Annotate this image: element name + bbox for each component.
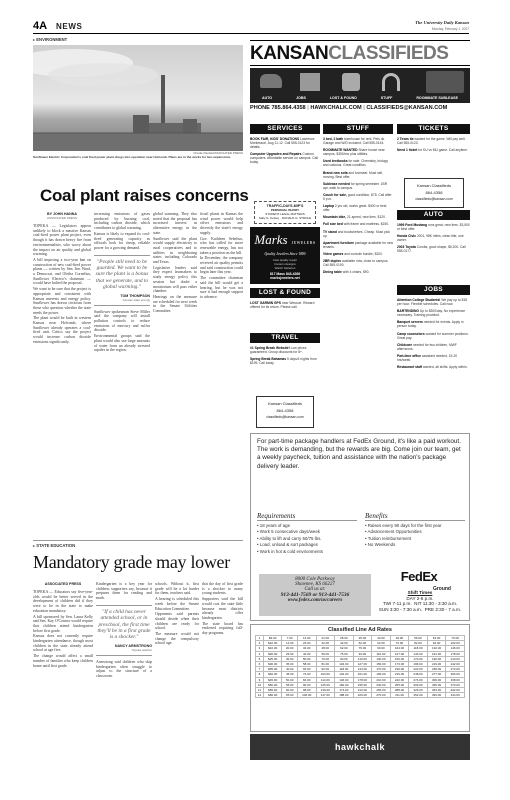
education-headline: Mandatory grade may lower <box>33 552 230 572</box>
tickets-header: TICKETS <box>397 124 470 134</box>
environment-label: ▸ ENVIRONMENT <box>33 37 68 42</box>
coal-pullquote: "People still need to be guarded. We want to be sure the plant is a bonus that we generate, and to global warming." TOM THOMPSON Kansas state energy <box>94 255 150 306</box>
classifieds-brand-right: CLASSIFIEDS <box>328 43 449 64</box>
stuff-listings: 3 bed, 2 bath townhouse for rent. Pets ok. Garage and W/D included. Call 555-0144. ROOMMATE WANTED Share house near campus. $350/mo plus utilities. Used textbooks for sale. Chemistry, biology and calculus. Great condition. Brand new sofa and loveseat. Must sell, moving. Best offer. Sublease needed for spring semester. 1BR apt, walk to campus. Couch for sale, good condition, $75. Call after 5 p.m. Laptop 2 yrs old, works great. $400 or best offer. Mountain bike, 21-speed, new tires. $120. Full size bed with frame and mattress. $150. TV stand and bookshelves. Cheap. Must pick up. Apartment furniture package available for new tenants. Video games and console bundle, $200. 2BR duplex available now, close to campus. Call 555-0190. Dining table with 4 chairs, $90. <box>323 137 393 275</box>
category-jobs[interactable]: JOBS <box>296 96 306 100</box>
legal-ad-box: TRAFFIC-DUI'S-MIP'S PERSONAL INJURY STUDENT LEGAL MATTERS Sally G. Kelsey · DONALD G. STROLE <box>254 201 316 224</box>
car-icon <box>260 74 282 88</box>
stuff-header: STUFF <box>323 124 393 134</box>
section-divider <box>33 540 243 541</box>
fedex-address-box: 8000 Cole Parkway Shawnee, KS 66227 Call us at: 913-441-7569 or 913-441-7536 www.fedex.com/us/careers <box>259 574 371 616</box>
classifieds-email[interactable]: CLASSIFIEDS@KANSAN.COM <box>366 105 448 111</box>
category-auto[interactable]: AUTO <box>261 96 273 100</box>
kansan-classifieds-box-2: Kansan Classifieds 864-4358 classifieds@kansan.com <box>404 178 464 208</box>
classifieds-brand-left: KANSAN <box>250 43 329 64</box>
coal-byline: BY JOHN HANNA ASSOCIATED PRESS <box>46 212 78 220</box>
lost-found-header: LOST & FOUND <box>250 288 320 298</box>
tickets-listings: 2 Texas tix wanted for the game. Will pay well. Call 555-0123. Need 1 ticket for KU vs MU game. Call anytime. <box>397 137 468 153</box>
photo-caption: Sunflower Electric Corporation's coal fired power plant chugs into operation near Holcomb. Plans are in the works for two expansions. <box>33 155 232 159</box>
marks-jewelers-ad[interactable]: Marks JEWELERS Quality Jewelers Since 1880 Fast quality repair Custom designs Watch batteries 817 Mass 843-4266 marksjewelers.net <box>250 227 320 284</box>
kansan-classifieds-box: Kansan Classifieds 864-4358 classifieds@kansan.com <box>256 396 314 428</box>
travel-header: TRAVEL <box>250 333 320 343</box>
coal-story-column-3: global warming. They also noted that the proposal has increased interest in alternative energy in the state. Sunflower said the plant would supply electricity to rural cooperatives and to utilities in neighboring states including Colorado and Texas. Legislative leaders said they expect lawmakers to study energy policy this session but doubt a moratorium will pass either chamber. Hearings on the measure are scheduled for next week in the Senate Utilities Committee. <box>153 212 197 314</box>
classifieds-phone: PHONE 785.864.4358 <box>250 105 306 111</box>
jobs-icon <box>300 73 320 91</box>
lost-found-listings: LOST GARMIN GPS near Wescoe. Reward offered for its return. Please call. <box>250 301 315 310</box>
classifieds-web[interactable]: HAWKCHALK.COM <box>310 105 362 111</box>
category-roommate[interactable]: ROOMMATE SUBLEASE <box>416 96 458 100</box>
education-byline: ASSOCIATED PRESS <box>44 582 82 586</box>
education-label: ▸ STATE EDUCATION <box>33 543 76 548</box>
puzzle-icon <box>342 73 360 91</box>
education-column-2: Kindergarten is a key year for children, supporters say, because it prepares them for reading and math. "If a child has never attended school, or in preschool, the first time they'll be in a first grade is a shocker." NANCY ARMSTRONG Topeka teacher Armstrong said children who skip kindergarten often struggle to adjust to the structure of a classroom. <box>96 582 152 678</box>
requirements-block: Requirements • 18 years of age • Work 5 consecutive days/week • Ability to lift and carry 50/75 lbs. • Load, unload & sort packages • Work in hot & cold environments <box>257 512 357 555</box>
classifieds-banner <box>250 40 470 66</box>
hawkchalk-footer[interactable] <box>250 734 470 760</box>
coal-story-column-2: increasing emissions of gases produced by burning coal, including carbon dioxide, which contributes to global warming. Kansas is likely to expand its coal-fired generating capacity as officials look for cheap, reliable power for a growing demand. "People still need to be guarded. We want to be sure the plant is a bonus that we generate, and to global warming." TOM THOMPSON Kansas state energy Sunflower spokesman Steve Miller said the company will install pollution controls to reduce emissions of mercury and sulfur dioxide. Environmental groups said the plant would also use large amounts of water from an already stressed aquifer in the region. <box>94 212 150 353</box>
jobs-header: JOBS <box>397 285 470 295</box>
auto-listings: 1999 Ford Mustang runs great, new tires. $3,500 or best offer. Honda Civic 2001, 98K miles, clean title, one owner. 2003 Toyota Corolla, good shape, $5,200. Call 555-0177. <box>397 223 470 254</box>
coal-headline: Coal plant raises concerns <box>40 186 249 205</box>
rates-block <box>250 624 470 732</box>
section-name: NEWS <box>56 22 83 31</box>
hawkchalk-logo: hawkchalk <box>334 742 386 752</box>
paper-name: The University Daily Kansan <box>415 20 469 25</box>
benefits-block: Benefits • Raises every 90 days for the first year • Advancement Opportunities • Tuition reimbursement • No Weekends <box>365 512 465 549</box>
rates-table: 1 $6.00 7.00 14.00 21.00 28.00 35.00 42.00 49.00 56.00 63.00 70.00 2 $10.00 12.00 22.00 32.00 42.00 52.00 62.00 72.00 82.00 92.00 102.00 3 $16.00 20.00 34.00 48.00 62.00 76.00 90.00 104.00 118.00 132.00 146.00 4 $20.00 25.00 42.00 59.00 76.00 93.00 110.00 127.00 144.00 161.00 178.00 5 $25.00 30.00 50.00 70.00 90.00 110.00 130.00 150.00 170.00 190.00 210.00 6 $30.00 35.00 58.00 81.00 104.00 127.00 150.00 173.00 196.00 219.00 242.00 7 $35.00 40.00 66.00 92.00 118.00 144.00 170.00 196.00 222.00 248.00 274.00 8 $40.00 45.00 74.00 103.00 132.00 161.00 190.00 219.00 248.00 277.00 306.00 9 $45.00 50.00 82.00 114.00 146.00 178.00 210.00 242.00 274.00 306.00 338.00 10 $50.00 55.00 90.00 125.00 160.00 195.00 230.00 265.00 300.00 335.00 370.00 11 $55.00 60.00 98.00 136.00 174.00 212.00 250.00 288.00 326.00 364.00 402.00 12 $60.00 65.00 106.00 147.00 188.00 229.00 270.00 311.00 352.00 393.00 434.00 <box>255 635 465 698</box>
auto-header: AUTO <box>397 210 470 220</box>
fedex-logo: FedEx Ground <box>400 569 451 592</box>
education-column-4: that the day of first grade is a shocker to many young students. Supporters said the bill would cost the state little because most districts already offer kindergarten. The state board has endorsed requiring full-day programs. <box>202 582 243 636</box>
education-column-1: TOPEKA — Educators say five-year-olds would be better served in the development of children did if they were to be in the state to make education mandatory. A bill sponsored by Sen. Laura Kelly and Sen. Kay O'Connor would require that children attend kindergarten before first grade. Kansas does not currently require kindergarten attendance, though most children in the state already attend school at age five. The change would affect a small number of families who keep children home until first grade. <box>33 590 93 668</box>
fedex-ad[interactable] <box>250 433 470 621</box>
roommate-photo <box>426 71 464 93</box>
travel-listings: #1 Spring Break Website! Low prices guaranteed. Group discounts for 8+. Spring Break Bahamas 5 days/4 nights from $199. Call today. <box>250 346 317 366</box>
coal-story-column-1: TOPEKA — Legislators appear unlikely to block a massive Kansas coal-fired power plant project, even though it has drawn heavy fire from environmentalists, who worry about the impact on air quality and global warming. A bill imposing a two-year ban on construction of new coal-fired power plants — written by Sen. Jim Ward, a Democrat, and Oletha Cornelius, Sunflower Electric's chairman — would have halted the proposal. We want to be sure that the project is appropriate and consistent with Kansas interests and energy policy. Sunflower has drawn criticism from those who question whether the state needs the power. The plant would be built in western Kansas near Holcomb, where Sunflower already operates a coal-fired unit. Critics say the project would increase carbon dioxide emissions significantly. <box>33 224 91 344</box>
services-header: SERVICES <box>250 124 320 134</box>
education-pullquote: "If a child has never attended school, or in preschool, the first time they'll be in a first grade is a shocker." NANCY ARMSTRONG Topeka teacher <box>96 605 152 656</box>
category-stuff[interactable]: STUFF <box>380 96 393 100</box>
coal-plant-photo <box>33 45 243 151</box>
fedex-lead: For part-time package handlers at FedEx Ground, it's like a paid workout. The work is demanding, but the rewards are big. Come join our team, get a weekly paycheck, tuition and assistance with the nation's package delivery leader. <box>257 438 461 470</box>
services-listings: BOOK FAIR, KIDS' DONATIONS Lawrence Montessori, Aug 11-12. Call 555-0123 for details. Computer Upgrades and Repairs Custom computers. Affordable service on campus. Call today. <box>250 137 318 165</box>
masthead <box>33 20 469 34</box>
category-strip <box>250 68 470 103</box>
jobs-listings: Attention College Students! We pay up to $18 per hour. Flexible schedules. Call now. BARTENDING Up to $300/day. No experience necessary. Training provided. Banquet servers needed for events. Apply in person today. Camp counselors wanted for summer positions. Great pay. Childcare needed for two children, MWF afternoons. Part-time office assistant needed, 15-20 hrs/week. Restaurant staff wanted, all shifts. Apply within. <box>397 298 469 370</box>
photo-credit: Charlie Riedel/ASSOCIATED PRESS <box>193 151 243 155</box>
shift-times: Shift Times DAY 2-6 p.m. TWI 7-11 p.m. NIT 11:30 - 3:30 a.m. SUN 3:30 - 7:30 a.m. PRE 2:30 - 7 a.m. <box>378 590 462 612</box>
issue-date: Monday, February 1, 2007 <box>431 27 469 31</box>
plant-skyline-image <box>33 45 243 151</box>
classifieds-contact: PHONE 785.864.4358 | HAWKCHALK.COM | CLASSIFIEDS@KANSAN.COM <box>250 105 448 111</box>
page-number: 4A <box>33 20 48 32</box>
education-column-3: schools. Without it, first grade will be a lot harder for them, teachers said. A hearing is scheduled this week before the Senate Education Committee. Opponents said parents should decide when their children are ready for school. The measure would not change the compulsory school age. <box>155 582 199 646</box>
headphones-icon <box>382 73 400 91</box>
category-lost-found[interactable]: LOST & FOUND <box>329 96 357 100</box>
rates-title: Classified Line Ad Rates <box>328 627 392 633</box>
coal-story-column-4: fossil plants in Kansas the wind power would help offset emissions and diversify the state's energy supply. Gov. Kathleen Sebelius, who has called for more renewable energy, has not taken a position on the bill. In December, the company received air quality permits and said construction could begin later this year. The committee chairman said the bill would get a hearing, but he was not sure it had enough support to advance. <box>200 212 243 299</box>
